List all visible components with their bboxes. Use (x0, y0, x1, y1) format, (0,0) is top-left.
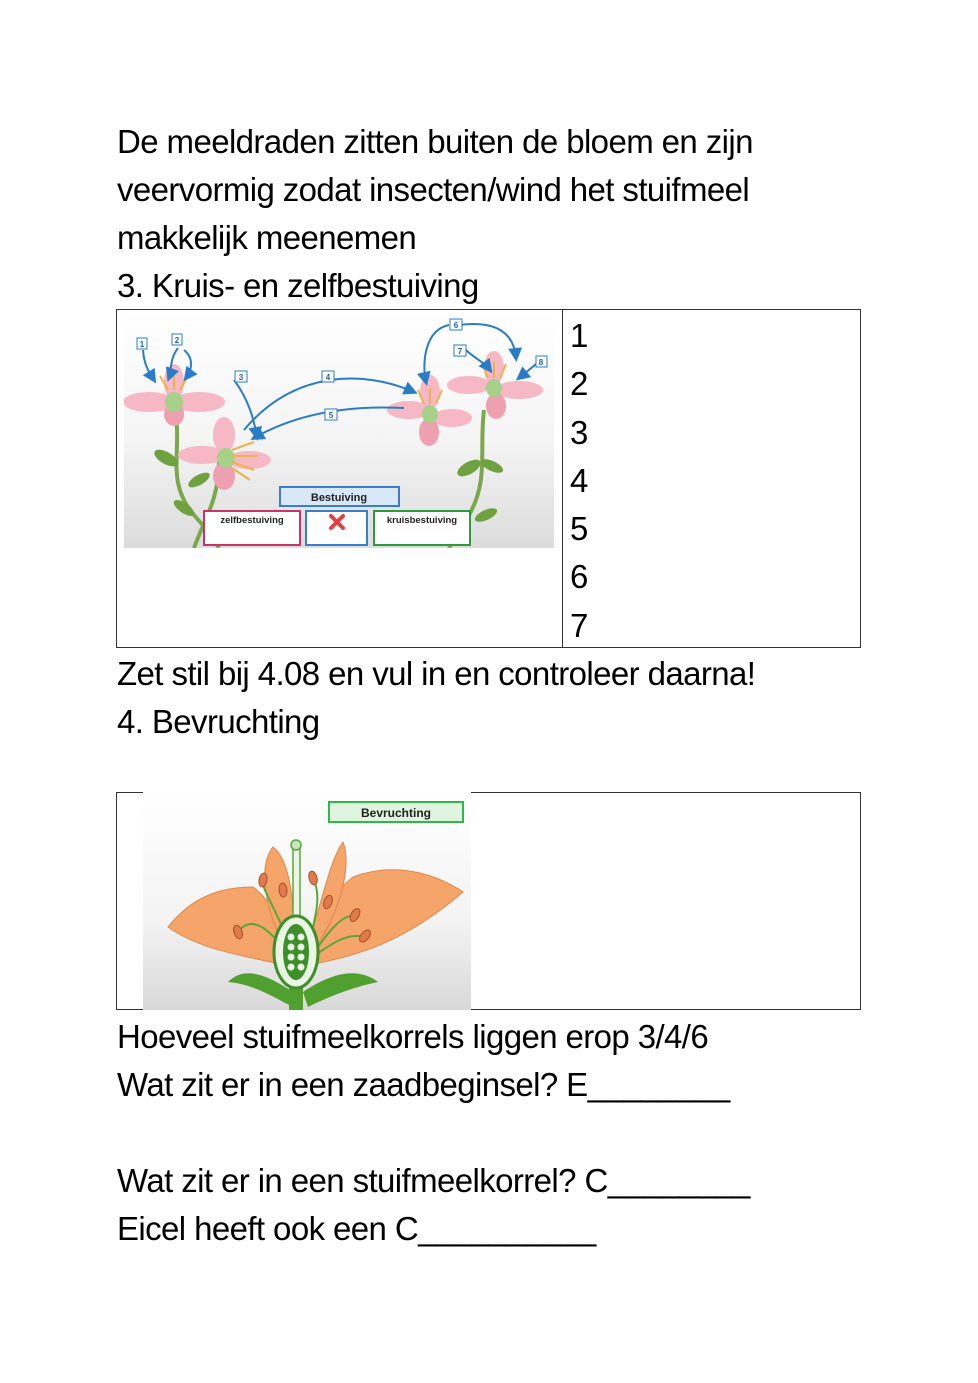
table-divider (562, 310, 563, 647)
answer-number: 5 (570, 510, 589, 548)
answer-number: 2 (570, 365, 589, 403)
bestuiving-label: Bestuiving (310, 492, 368, 504)
section-heading-4: 4. Bevruchting (117, 703, 320, 740)
instruction-text: Zet stil bij 4.08 en vul in en controleer daarna! (117, 655, 756, 692)
question-4: Eicel heeft ook een C__________ (117, 1210, 596, 1247)
arrow-number-5: 5 (328, 411, 334, 420)
arrow-number-6: 6 (453, 321, 459, 330)
answer-number: 3 (570, 413, 589, 451)
answer-number: 6 (570, 558, 589, 596)
arrow-number-4: 4 (325, 373, 331, 382)
answer-number: 7 (570, 606, 589, 644)
answer-number: 4 (570, 461, 589, 499)
arrow-number-7: 7 (457, 347, 463, 356)
section-heading-3: 3. Kruis- en zelfbestuiving (117, 267, 479, 304)
arrow-number-8: 8 (538, 358, 544, 367)
intro-line-1: De meeldraden zitten buiten de bloem en zijn (117, 123, 753, 160)
question-3: Wat zit er in een stuifmeelkorrel? C________ (117, 1162, 750, 1199)
fertilization-figure (143, 792, 471, 1010)
arrow-number-3: 3 (238, 373, 244, 382)
arrow-number-2: 2 (174, 336, 180, 345)
bevruchting-label: Bevruchting (360, 806, 432, 820)
answer-number-list (570, 312, 588, 650)
pollination-figure (124, 310, 554, 548)
zelfbestuiving-label: zelfbestuiving (220, 515, 284, 526)
question-2: Wat zit er in een zaadbeginsel? E________ (117, 1066, 730, 1103)
intro-line-2: veervormig zodat insecten/wind het stuifmeel (117, 171, 750, 208)
intro-line-3: makkelijk meenemen (117, 219, 417, 256)
arrow-number-1: 1 (139, 340, 145, 349)
answer-number: 1 (570, 317, 589, 354)
kruisbestuiving-label: kruisbestuiving (386, 515, 458, 526)
question-1: Hoeveel stuifmeelkorrels liggen erop 3/4/6 (117, 1018, 709, 1055)
